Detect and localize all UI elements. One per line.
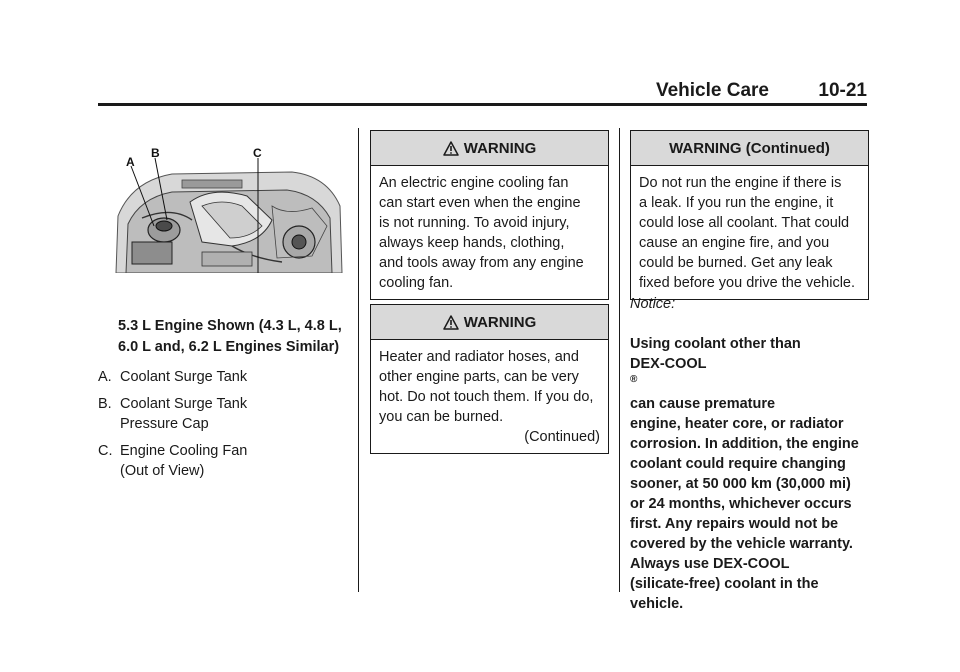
legend-item-b: B. Coolant Surge Tank Pressure Cap (98, 396, 248, 432)
warning-body: An electric engine cooling fan can start even when the engine is not running. To avoid injury, always keep hands, clothing, and tools away from any engine cooling fan. (379, 175, 584, 291)
section-title: Vehicle Care (655, 80, 769, 101)
warning-header: WARNING (Continued) (631, 131, 868, 166)
registered-mark: ® (630, 374, 638, 386)
warning-body: Heater and radiator hoses, and other engine parts, can be very hot. Do not touch them. If you do, you can be burned. (Continued) (379, 349, 600, 445)
warning-box-cooling-fan (370, 130, 609, 300)
warning-box-hot-hoses (370, 304, 609, 454)
warning-triangle-icon (443, 315, 459, 330)
legend-item-c: C. Engine Cooling Fan (Out of View) (98, 443, 248, 479)
page-number: 10-21 (818, 80, 867, 101)
column-divider-1 (358, 128, 359, 592)
page-header (98, 80, 867, 102)
warning-triangle-icon (443, 141, 459, 156)
header-rule (98, 103, 867, 106)
legend-item-a: A. Coolant Surge Tank (98, 369, 248, 385)
notice-label: Notice: (630, 296, 676, 312)
figure-legend (98, 367, 348, 488)
callout-b: B (151, 146, 160, 160)
warning-body: Do not run the engine if there is a leak. If you run the engine, it could lose all coolant. That could cause an engine fire, and you could be burned. Get any leak fixed before you drive the vehicle. (639, 175, 856, 291)
warning-box-continued (630, 130, 869, 300)
warning-header: WARNING (371, 131, 608, 166)
notice-paragraph: Notice: Using coolant other than DEX-COOL ® can cause premature engine, heater core, or radiator corrosion. In addition, the engine coolant could require changing sooner, at 50 000 km (30,000 mi) or 24 months, whichever occurs first. Any repairs would not be covered by the vehicle warranty. Always use DEX-COOL (silicate-free) coolant in the vehicle. (630, 294, 870, 614)
column-divider-2 (619, 128, 620, 592)
figure-caption: 5.3 L Engine Shown (4.3 L, 4.8 L, 6.0 L and, 6.2 L Engines Similar) (118, 318, 342, 355)
callout-a: A (126, 155, 135, 169)
continued-label: (Continued) (524, 429, 600, 445)
engine-bay-illustration (112, 146, 343, 273)
warning-header: WARNING (371, 305, 608, 340)
callout-c: C (253, 146, 262, 160)
